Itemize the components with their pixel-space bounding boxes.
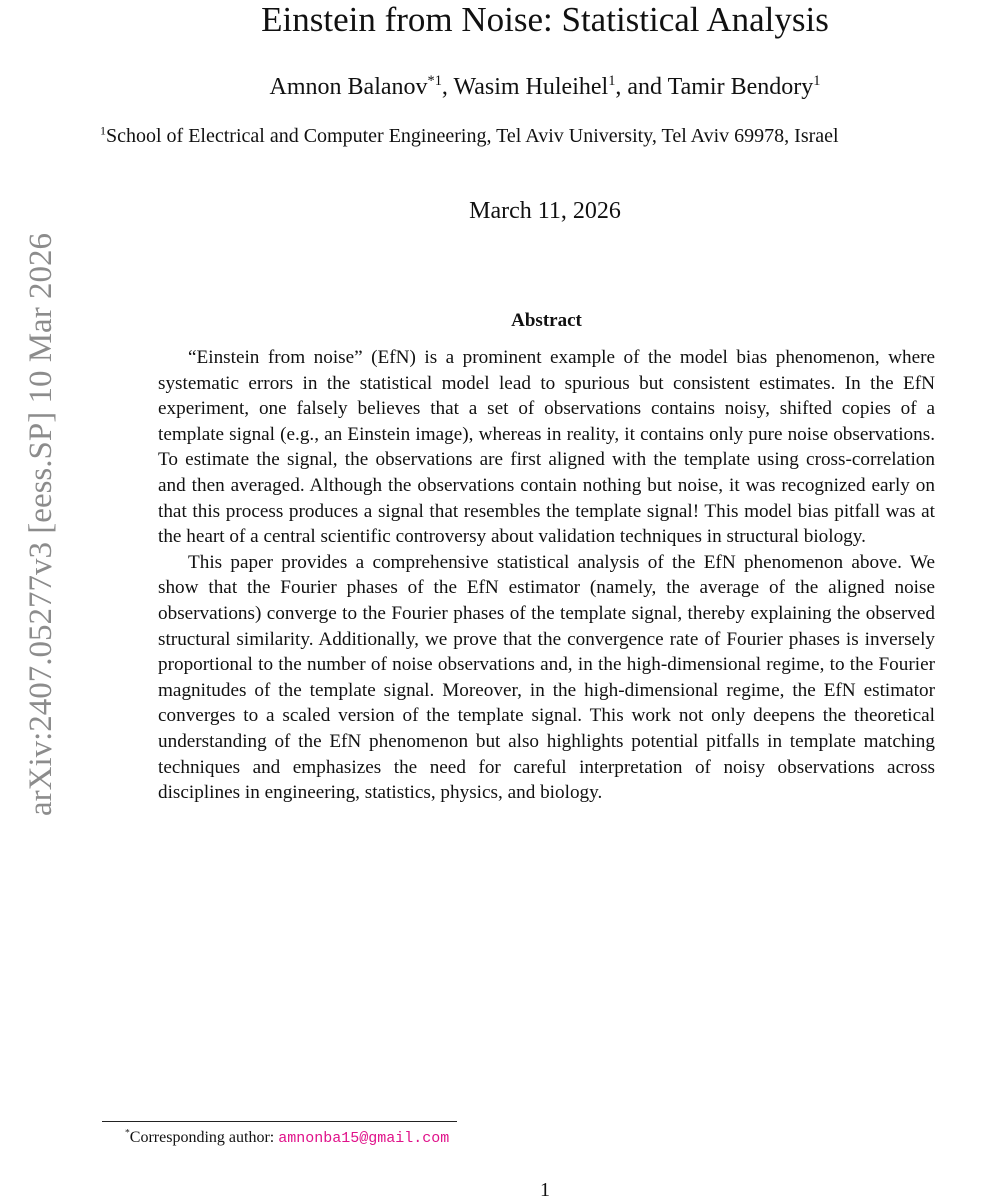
footnote-label: Corresponding author:	[129, 1129, 279, 1146]
author-name: Wasim Huleihel	[453, 74, 609, 100]
footnote-mark: *	[125, 1127, 130, 1139]
author-mark: 1	[608, 73, 616, 89]
abstract-body	[158, 345, 935, 806]
footnote-rule	[102, 1121, 457, 1122]
paper-title: Einstein from Noise: Statistical Analysis	[261, 0, 829, 39]
author-separator: , and	[615, 74, 668, 100]
abstract-paragraph: This paper provides a comprehensive statistical analysis of the EfN phenomenon above. We show that the Fourier phases of the EfN estimator (namely, the average of the aligned noise observations) converge to the Fourier phases of the template signal, thereby explaining the observed structural similarity. Additionally, we prove that the convergence rate of Fourier phases is inversely proportional to the number of noise observations and, in the high-dimensional regime, to the Fourier magnitudes of the template signal. Moreover, in the high-dimensional regime, the EfN estimator converges to a scaled version of the template signal. This work not only deepens the theoretical understanding of the EfN phenomenon but also highlights potential pitfalls in template matching techniques and emphasizes the need for careful interpretation of noisy observations across disciplines in engineering, statistics, physics, and biology.	[158, 551, 935, 804]
arxiv-identifier: arXiv:2407.05277v3 [eess.SP] 10 Mar 2026	[23, 233, 59, 817]
abstract-paragraph: “Einstein from noise” (EfN) is a prominent example of the model bias phenomenon, where systematic errors in the statistical model lead to spurious but consistent estimates. In the EfN experiment, one falsely believes that a set of observations contains noisy, shifted copies of a template signal (e.g., an Einstein image), whereas in reality, it contains only pure noise observations. To estimate the signal, the observations are first aligned with the template using cross-correlation and then averaged. Although the observations contain nothing but noise, it was recognized early on that this process produces a signal that resembles the template signal! This model bias pitfall was at the heart of a central scientific controversy about validation techniques in structural biology.	[158, 347, 935, 548]
author-mark: *1	[427, 73, 442, 89]
affiliation-mark: 1	[100, 123, 106, 138]
author-name: Amnon Balanov	[269, 74, 428, 100]
affiliation-text: School of Electrical and Computer Engineering, Tel Aviv University, Tel Aviv 69978, Israel	[106, 125, 839, 147]
page-number: 1	[540, 1179, 550, 1201]
abstract-heading: Abstract	[511, 310, 582, 331]
paper-date: March 11, 2026	[469, 198, 621, 224]
footnote	[125, 1127, 449, 1150]
author-separator: ,	[441, 74, 454, 100]
author-mark: 1	[813, 73, 821, 89]
email-link[interactable]: amnonba15@gmail.com	[278, 1130, 450, 1147]
author-list	[100, 72, 990, 102]
author-name: Tamir Bendory	[667, 74, 814, 100]
affiliation	[100, 122, 990, 150]
